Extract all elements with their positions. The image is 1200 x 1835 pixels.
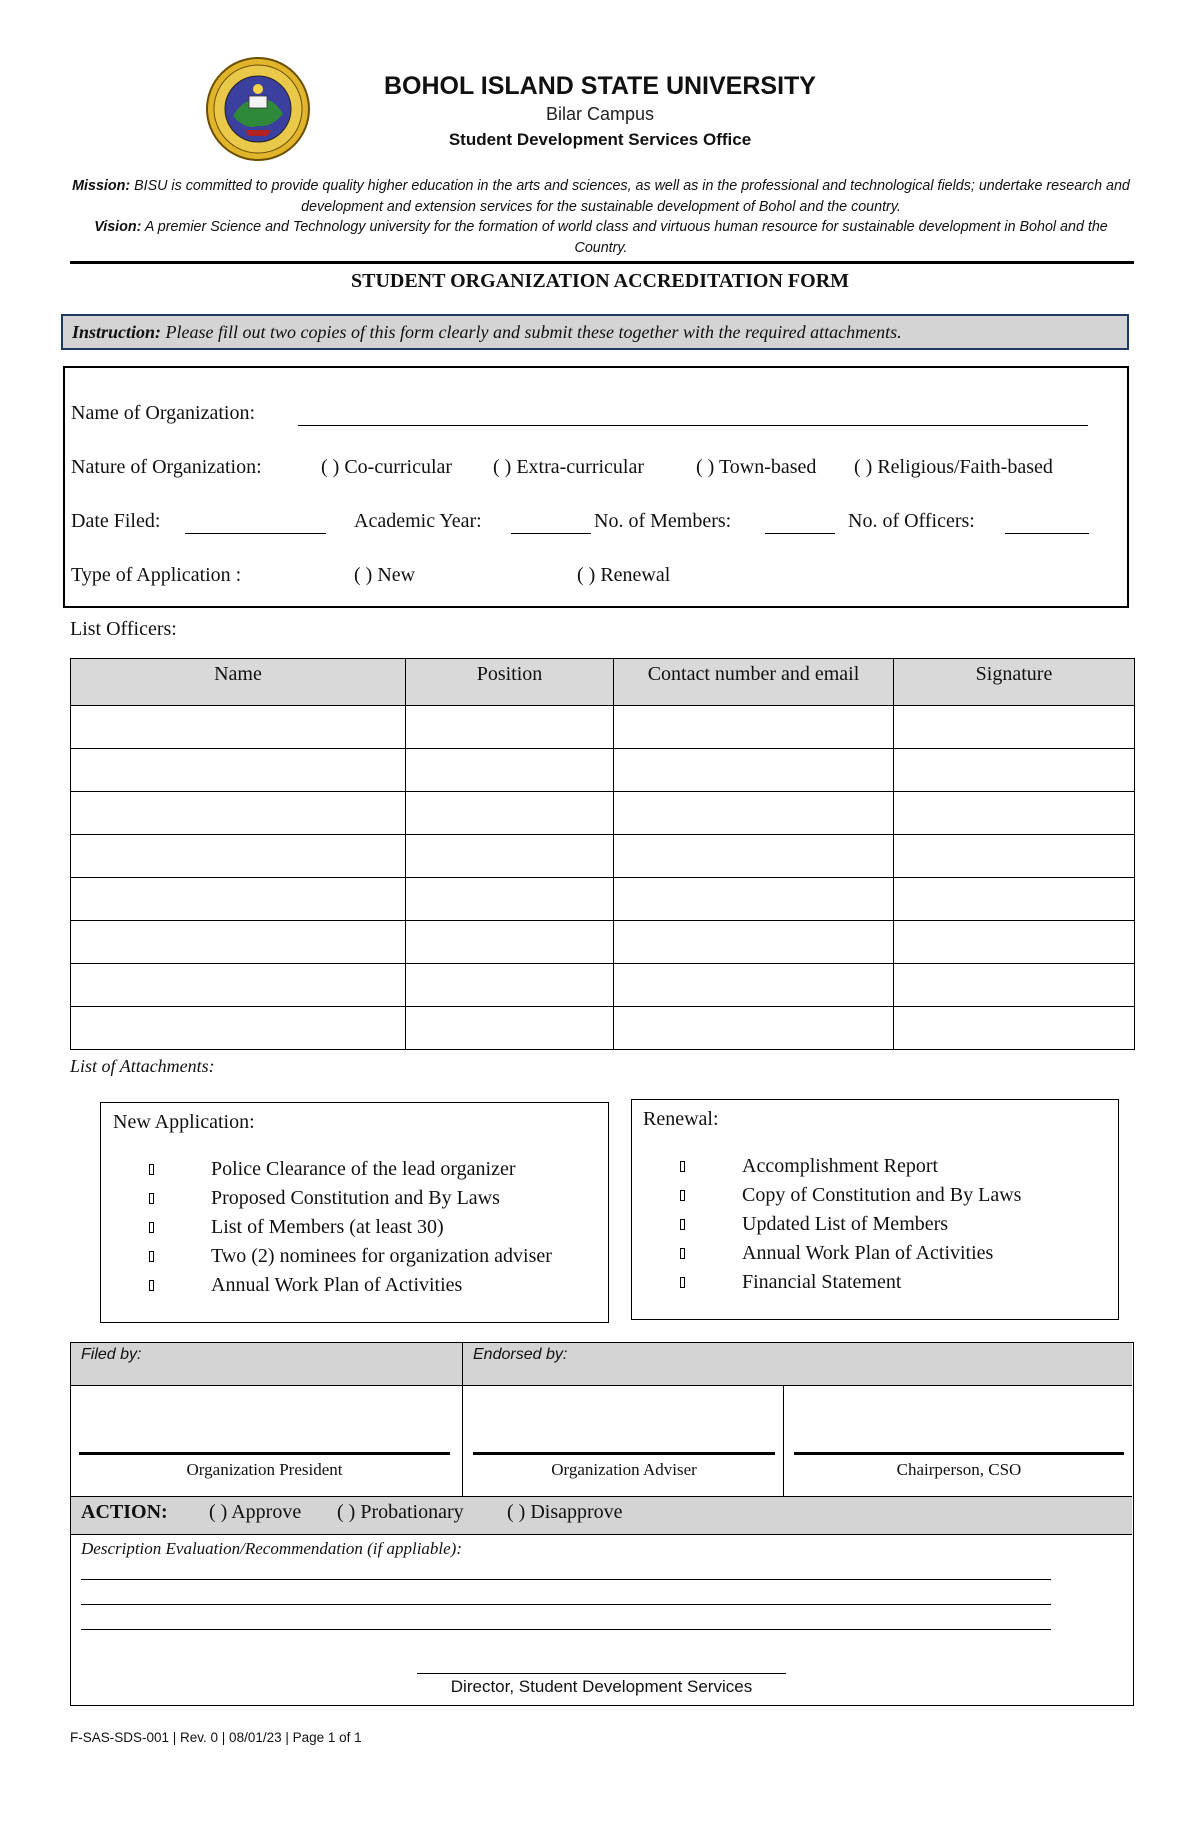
list-item	[680, 1210, 1021, 1239]
campus-name: Bilar Campus	[545, 104, 655, 124]
officer-contact-cell[interactable]	[614, 835, 894, 878]
action-bottom-divider	[71, 1534, 1132, 1535]
table-row	[71, 749, 1135, 792]
list-item-label: Annual Work Plan of Activities	[211, 1274, 463, 1296]
officer-name-cell[interactable]	[71, 964, 406, 1007]
list-item	[149, 1155, 552, 1184]
list-item-label: Copy of Constitution and By Laws	[742, 1184, 1022, 1206]
description-label: Description Evaluation/Recommendation (if appliable):	[81, 1539, 463, 1558]
officer-position-cell[interactable]	[406, 878, 614, 921]
officer-signature-cell[interactable]	[894, 878, 1135, 921]
bullet-icon	[149, 1222, 154, 1233]
column-header-position: Position	[406, 659, 614, 706]
bullet-icon	[149, 1280, 154, 1291]
org-name-field[interactable]	[298, 425, 1088, 426]
officer-position-cell[interactable]	[406, 1007, 614, 1050]
officer-contact-cell[interactable]	[614, 921, 894, 964]
option-religious-faith-based[interactable]: ( ) Religious/Faith-based	[854, 456, 1053, 478]
description-line-2[interactable]	[81, 1604, 1051, 1605]
nature-label: Nature of Organization:	[71, 456, 262, 478]
officer-contact-cell[interactable]	[614, 964, 894, 1007]
university-name: BOHOL ISLAND STATE UNIVERSITY	[384, 72, 816, 100]
list-item-label: Accomplishment Report	[742, 1155, 939, 1177]
officer-signature-cell[interactable]	[894, 706, 1135, 749]
new-application-box	[100, 1102, 609, 1323]
officer-position-cell[interactable]	[406, 835, 614, 878]
officer-name-cell[interactable]	[71, 1007, 406, 1050]
officer-signature-cell[interactable]	[894, 1007, 1135, 1050]
option-co-curricular[interactable]: ( ) Co-curricular	[321, 456, 453, 478]
description-line-3[interactable]	[81, 1629, 1051, 1630]
officers-count-label: No. of Officers:	[848, 510, 975, 532]
renewal-box	[631, 1099, 1119, 1320]
organization-info-box	[63, 366, 1129, 608]
action-approve[interactable]: ( ) Approve	[209, 1501, 302, 1523]
list-item	[680, 1268, 1021, 1297]
col-divider-2	[783, 1385, 784, 1496]
president-label: Organization President	[186, 1460, 343, 1479]
list-officers-label: List Officers:	[70, 618, 177, 640]
director-signature-line[interactable]	[417, 1673, 786, 1674]
date-filed-label: Date Filed:	[71, 510, 161, 532]
list-item	[680, 1239, 1021, 1268]
column-header-contact: Contact number and email	[614, 659, 894, 706]
academic-year-label: Academic Year:	[354, 510, 482, 532]
members-field[interactable]	[765, 533, 835, 534]
officer-signature-cell[interactable]	[894, 792, 1135, 835]
officer-signature-cell[interactable]	[894, 964, 1135, 1007]
members-label: No. of Members:	[594, 510, 732, 532]
bullet-icon	[680, 1190, 685, 1201]
adviser-signature-line[interactable]	[473, 1452, 775, 1455]
officer-name-cell[interactable]	[71, 749, 406, 792]
officer-position-cell[interactable]	[406, 749, 614, 792]
officer-name-cell[interactable]	[71, 835, 406, 878]
officer-name-cell[interactable]	[71, 792, 406, 835]
chairperson-label: Chairperson, CSO	[896, 1460, 1022, 1479]
org-name-label: Name of Organization:	[71, 402, 256, 424]
officer-name-cell[interactable]	[71, 706, 406, 749]
approval-block	[70, 1342, 1134, 1706]
band-divider	[71, 1385, 1132, 1386]
new-application-list	[149, 1155, 552, 1300]
academic-year-field[interactable]	[511, 533, 591, 534]
action-probationary[interactable]: ( ) Probationary	[337, 1501, 464, 1523]
table-row	[71, 878, 1135, 921]
filed-endorsed-band	[71, 1343, 1132, 1385]
bullet-icon	[680, 1248, 685, 1259]
officer-signature-cell[interactable]	[894, 921, 1135, 964]
option-renewal[interactable]: ( ) Renewal	[577, 564, 671, 586]
column-header-signature: Signature	[894, 659, 1135, 706]
officer-signature-cell[interactable]	[894, 749, 1135, 792]
list-item	[149, 1213, 552, 1242]
mission-text: BISU is committed to provide quality higher education in the arts and sciences, as well as in the professional and technological fields; undertake research and development and extension services for the sustainable development of Bohol and the country.	[134, 178, 1130, 215]
table-row	[71, 1007, 1135, 1050]
action-top-divider	[71, 1496, 1132, 1497]
adviser-label: Organization Adviser	[551, 1460, 697, 1479]
officer-contact-cell[interactable]	[614, 792, 894, 835]
action-disapprove[interactable]: ( ) Disapprove	[507, 1501, 623, 1523]
list-item	[149, 1184, 552, 1213]
vision-label: Vision:	[94, 219, 142, 235]
instruction-text: Please fill out two copies of this form clearly and submit these together with the required attachments.	[165, 322, 902, 342]
mission-label: Mission:	[72, 178, 131, 194]
chairperson-signature-line[interactable]	[794, 1452, 1124, 1455]
bullet-icon	[149, 1251, 154, 1262]
list-item-label: Updated List of Members	[742, 1213, 949, 1235]
president-signature-line[interactable]	[79, 1452, 450, 1455]
instruction-bar	[61, 314, 1129, 350]
list-item	[680, 1152, 1021, 1181]
option-new[interactable]: ( ) New	[354, 564, 416, 586]
officer-position-cell[interactable]	[406, 921, 614, 964]
list-item	[149, 1242, 552, 1271]
table-row	[71, 921, 1135, 964]
list-item-label: Police Clearance of the lead organizer	[211, 1158, 516, 1180]
column-header-name: Name	[71, 659, 406, 706]
endorsed-by-label: Endorsed by:	[473, 1346, 568, 1363]
list-attachments-label: List of Attachments:	[70, 1056, 215, 1076]
date-filed-field[interactable]	[185, 533, 326, 534]
col-divider-1	[462, 1343, 463, 1496]
table-row	[71, 964, 1135, 1007]
officer-signature-cell[interactable]	[894, 835, 1135, 878]
table-header-row	[71, 659, 1135, 706]
instruction-label: Instruction:	[72, 322, 162, 342]
filed-by-label: Filed by:	[81, 1346, 142, 1363]
option-town-based[interactable]: ( ) Town-based	[696, 456, 817, 478]
renewal-list	[680, 1152, 1021, 1297]
officer-contact-cell[interactable]	[614, 749, 894, 792]
table-row	[71, 706, 1135, 749]
office-name: Student Development Services Office	[448, 130, 752, 149]
list-item-label: List of Members (at least 30)	[211, 1216, 444, 1238]
officer-contact-cell[interactable]	[614, 1007, 894, 1050]
new-application-title: New Application:	[113, 1111, 255, 1133]
director-label: Director, Student Development Services	[450, 1677, 753, 1696]
list-item-label: Annual Work Plan of Activities	[742, 1242, 994, 1264]
document-footer: F-SAS-SDS-001 | Rev. 0 | 08/01/23 | Page 1 of 1	[70, 1730, 362, 1745]
officer-position-cell[interactable]	[406, 792, 614, 835]
officer-name-cell[interactable]	[71, 878, 406, 921]
type-label: Type of Application :	[71, 564, 242, 586]
option-extra-curricular[interactable]: ( ) Extra-curricular	[493, 456, 645, 478]
officer-name-cell[interactable]	[71, 921, 406, 964]
officers-table-body	[71, 706, 1135, 1050]
vision-text: A premier Science and Technology university for the formation of world class and virtuous human resource for sustainable development in Bohol and the Country.	[144, 219, 1108, 256]
bullet-icon	[149, 1164, 154, 1175]
header-divider	[70, 261, 1134, 264]
list-item-label: Proposed Constitution and By Laws	[211, 1187, 500, 1209]
list-item-label: Financial Statement	[742, 1271, 902, 1293]
list-item-label: Two (2) nominees for organization adviser	[211, 1245, 552, 1267]
officer-position-cell[interactable]	[406, 964, 614, 1007]
officer-contact-cell[interactable]	[614, 878, 894, 921]
description-line-1[interactable]	[81, 1579, 1051, 1580]
officer-position-cell[interactable]	[406, 706, 614, 749]
table-row	[71, 792, 1135, 835]
table-row	[71, 835, 1135, 878]
officers-count-field[interactable]	[1005, 533, 1089, 534]
action-label: ACTION:	[81, 1501, 168, 1523]
bullet-icon	[680, 1219, 685, 1230]
renewal-title: Renewal:	[643, 1108, 719, 1130]
form-title: STUDENT ORGANIZATION ACCREDITATION FORM	[350, 270, 850, 292]
mission-vision	[66, 176, 1136, 258]
list-item	[680, 1181, 1021, 1210]
bullet-icon	[680, 1277, 685, 1288]
officer-contact-cell[interactable]	[614, 706, 894, 749]
bullet-icon	[149, 1193, 154, 1204]
officers-table	[70, 658, 1135, 1050]
list-item	[149, 1271, 552, 1300]
bullet-icon	[680, 1161, 685, 1172]
